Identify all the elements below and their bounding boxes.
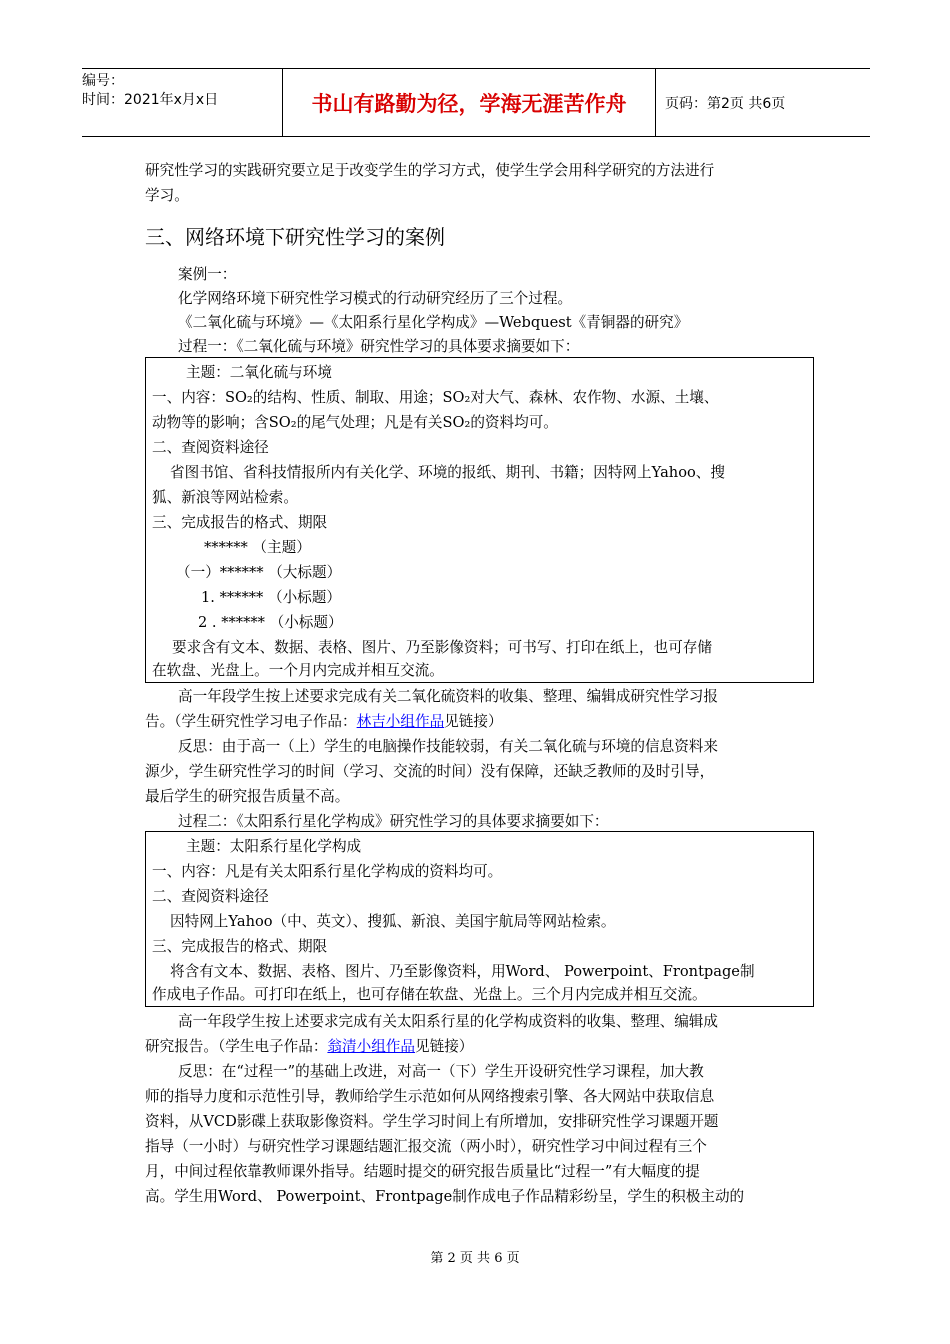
box-line: 动物等的影响；含SO₂的尾气处理；凡是有关SO₂的资料均可。 <box>152 414 558 431</box>
intro-line: 研究性学习的实践研究要立足于改变学生的学习方式，使学生学会用科学研究的方法进行 <box>145 162 715 179</box>
paragraph-line: 月，中间过程依靠教师课外指导。结题时提交的研究报告质量比“过程一”有大幅度的提 <box>145 1163 700 1180</box>
header-page-label: 页码：第2页 共6页 <box>665 95 786 112</box>
requirements-box-1 <box>145 357 814 683</box>
box-line: 作成电子作品。可打印在纸上，也可存储在软盘、光盘上。三个月内完成并相互交流。 <box>152 986 707 1003</box>
box-line: 将含有文本、数据、表格、图片、乃至影像资料，用Word、 Powerpoint、Frontpage制 <box>170 963 755 980</box>
paragraph-line: 过程二：《太阳系行星化学构成》研究性学习的具体要求摘要如下： <box>178 813 609 830</box>
box-line: 一、内容：SO₂的结构、性质、制取、用途；SO₂对大气、森林、农作物、水源、土壤、 <box>152 389 719 406</box>
box-line: 要求含有文本、数据、表格、图片、乃至影像资料；可书写、打印在纸上，也可存储 <box>172 639 712 656</box>
paragraph-line: 师的指导力度和示范性引导，教师给学生示范如何从网络搜索引擎、各大网站中获取信息 <box>145 1088 715 1105</box>
paragraph-line: 源少，学生研究性学习的时间（学习、交流的时间）没有保障，还缺乏教师的及时引导， <box>145 763 715 780</box>
paragraph-line: 反思：在“过程一”的基础上改进，对高一（下）学生开设研究性学习课程，加大教 <box>178 1063 704 1080</box>
header-meta <box>82 69 282 139</box>
box-line: 2 . ****** （小标题） <box>198 614 343 631</box>
box-line: 三、完成报告的格式、期限 <box>152 514 328 531</box>
section-title: 三、网络环境下研究性学习的案例 <box>145 225 445 249</box>
link-linji-group-work[interactable]: 林吉小组作品 <box>356 713 445 730</box>
text-span: 告。（学生研究性学习电子作品： <box>145 713 357 730</box>
paragraph-line: 高。学生用Word、 Powerpoint、Frontpage制作成电子作品精彩纷呈，学生的积极主动的 <box>145 1188 745 1205</box>
paragraph-line: 资料，从VCD影碟上获取影像资料。学生学习时间上有所增加，安排研究性学习课题开题 <box>145 1113 719 1130</box>
link-wengqing-group-work[interactable]: 翁清小组作品 <box>327 1038 415 1055</box>
number-label: 编号： <box>82 73 124 89</box>
text-span: 见链接） <box>444 713 503 730</box>
box-line: 三、完成报告的格式、期限 <box>152 938 328 955</box>
box-line: 二、查阅资料途径 <box>152 439 269 456</box>
case-line: 化学网络环境下研究性学习模式的行动研究经历了三个过程。 <box>178 290 573 307</box>
date-label: 时间：2021年x月x日 <box>82 92 219 108</box>
case-line: 过程一：《二氧化硫与环境》研究性学习的具体要求摘要如下： <box>178 338 580 355</box>
box-line: 二、查阅资料途径 <box>152 888 269 905</box>
box-line: 因特网上Yahoo（中、英文）、搜狐、新浪、美国宇航局等网站检索。 <box>170 913 616 930</box>
box-line: 在软盘、光盘上。一个月内完成并相互交流。 <box>152 662 444 679</box>
paragraph-line: 高一年段学生按上述要求完成有关二氧化硫资料的收集、整理、编辑成研究性学习报 <box>178 688 718 705</box>
text-span: 见链接） <box>415 1038 474 1055</box>
box-line: 1. ****** （小标题） <box>201 589 341 606</box>
case-line: 《二氧化硫与环境》—《太阳系行星化学构成》—Webquest《青铜器的研究》 <box>178 314 689 331</box>
page-footer: 第 2 页 共 6 页 <box>430 1251 520 1266</box>
intro-line: 学习。 <box>145 187 189 204</box>
paragraph-line: 高一年段学生按上述要求完成有关太阳系行星的化学构成资料的收集、整理、编辑成 <box>178 1013 718 1030</box>
paragraph-line <box>145 709 805 734</box>
paragraph-line: 最后学生的研究报告质量不高。 <box>145 788 350 805</box>
page-header <box>82 68 870 137</box>
requirements-box-2 <box>145 831 814 1007</box>
box-line: 一、内容：凡是有关太阳系行星化学构成的资料均可。 <box>152 863 503 880</box>
box-line: ****** （主题） <box>204 539 311 556</box>
box-line: 狐、新浪等网站检索。 <box>152 489 298 506</box>
box-line: （一）****** （大标题） <box>176 564 342 581</box>
box-line: 主题：二氧化硫与环境 <box>186 364 332 381</box>
case-label: 案例一： <box>178 266 237 283</box>
text-span: 研究报告。（学生电子作品： <box>145 1038 328 1055</box>
paragraph-line: 指导（一小时）与研究性学习课题结题汇报交流（两小时），研究性学习中间过程有三个 <box>145 1138 707 1155</box>
box-line: 省图书馆、省科技情报所内有关化学、环境的报纸、期刊、书籍；因特网上Yahoo、搜 <box>170 464 725 481</box>
box-line: 主题：太阳系行星化学构成 <box>186 838 362 855</box>
paragraph-line <box>145 1034 805 1059</box>
paragraph-line: 反思：由于高一（上）学生的电脑操作技能较弱，有关二氧化硫与环境的信息资料来 <box>178 738 718 755</box>
header-motto: 书山有路勤为径，学海无涯苦作舟 <box>282 69 656 136</box>
